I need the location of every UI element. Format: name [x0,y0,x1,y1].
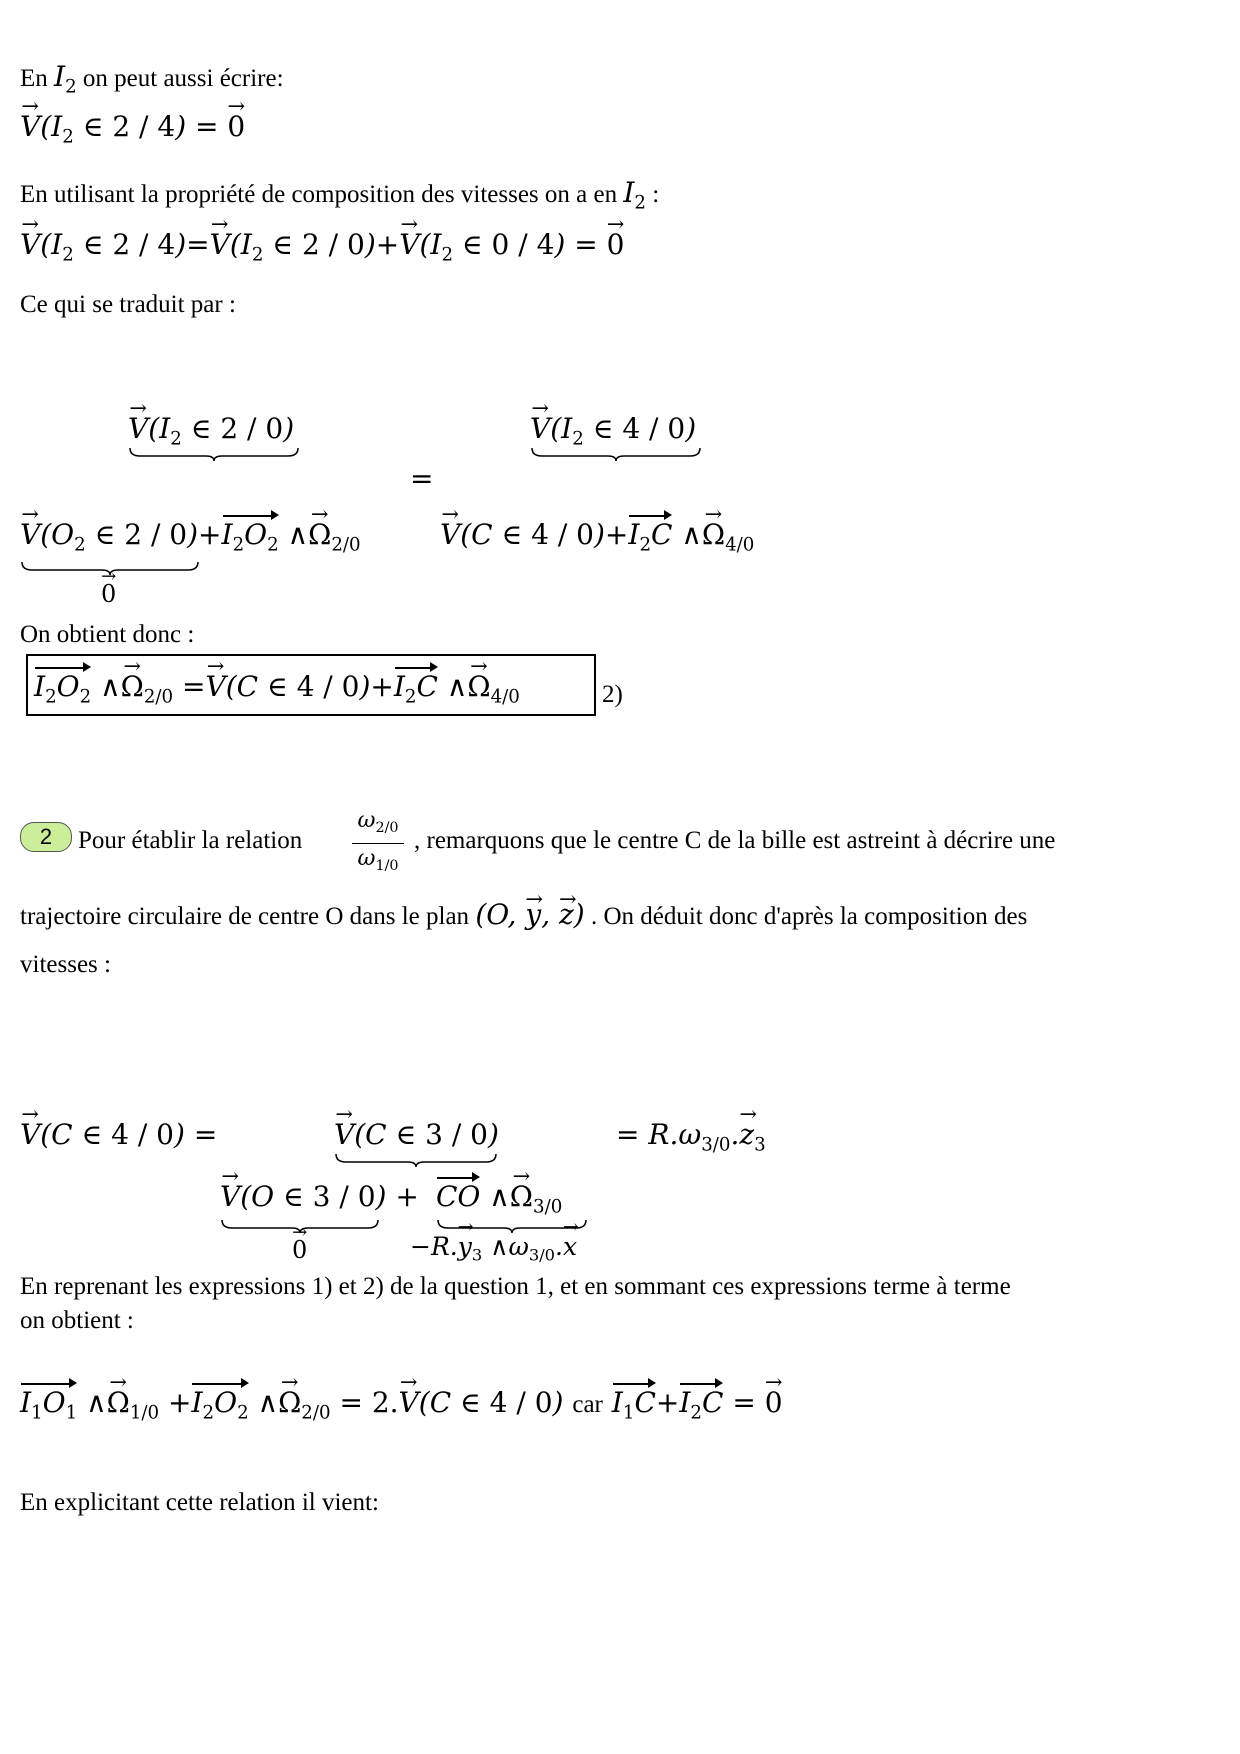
point-i2: $I_2$ [623,176,646,214]
point-i2: $I_2$ [54,60,77,98]
v-o-30-term: → V(O ∈ 3 / 0) + [220,1180,419,1213]
overbrace-left [128,446,300,462]
summing-line-1: En reprenant les expressions 1) et 2) de la question 1, et en sommant ces expressions terme à terme [20,1273,1011,1300]
overbrace-right [530,446,702,462]
v-c-40-lhs: → V(C ∈ 4 / 0) = [20,1118,217,1151]
car-word: car [572,1391,603,1418]
result-r-omega-z3: = $R.\omega_{3/0}.\to z_3$ [616,1118,766,1155]
obtain-line: On obtient donc : [20,621,195,648]
underbrace-co-expansion: $-R.\to y_3$ $\wedge\omega_{3/0}.\to x$ [410,1232,577,1265]
equation-composition: → $V(I_2$ ∈ $2 / 4)=\to V(I_2$ ∈ $2 / 0)+\to V(I_2$ ∈ 0 / 4) = → 0 [20,228,624,265]
underbrace-zero-2: → 0 [292,1236,307,1264]
omega-ratio-fraction: $\omega_{2/0}$ $\omega_{1/0}$ [348,808,408,879]
explicit-line: En explicitant cette relation il vient: [20,1489,379,1516]
overbrace-v-c-30 [334,1152,498,1168]
composition-prefix: En utilisant la propriété de composition des vitesses on a en [20,181,618,208]
question-number-badge: 2 [20,822,72,852]
overbrace-label-left: → $V(I_2$ ∈ 2 / 0) [128,412,294,449]
question2-text-a: Pour établir la relation [78,827,303,854]
intro-prefix: En [20,65,48,92]
co-wedge-omega30: CO ∧→ $\Omega_{3/0}$ [436,1180,562,1217]
overbrace-label-right: → $V(I_2$ ∈ 4 / 0) [530,412,696,449]
boxed-equation-2-content: $I_2O_2$ ∧→ $\Omega_{2/0} =\to V(C$ ∈ $4 / 0)+I_2C$ ∧→ $\Omega_{4/0}$ [34,670,520,707]
underbrace-zero: → 0 [101,580,116,608]
brace-eq-right-side: → V(C ∈ $4 / 0)+I_2C$ ∧→ $\Omega_{4/0}$ [440,518,754,555]
question2-line2 [20,900,1027,932]
question2-text-d: . On déduit donc d'après la composition des [590,903,1028,930]
question2-text-b: , remarquons que le centre C de la bille est astreint à décrire une [414,827,1056,854]
sum-equation: $I_1O_1$ ∧→ $\Omega_{1/0} +I_2O_2$ ∧→ $\Omega_{2/0} = 2.\to V(C$ ∈ 4 / 0) car $I_1C+I_2C$ = → 0 [20,1386,783,1423]
equation-v-i2-24: → $V(I_2$ ∈ 2 / 4) = → 0 [20,110,245,147]
equals-sign: = [410,462,434,495]
composition-line [20,178,659,218]
overbrace-label-v-c-30: → V(C ∈ 3 / 0) [334,1118,499,1151]
translation-line: Ce qui se traduit par : [20,291,236,318]
brace-eq-left-side: → $V(O_2$ ∈ $2 / 0)+I_2O_2$ ∧→ $\Omega_{2/0}$ [20,518,361,555]
summing-line-2: on obtient : [20,1307,134,1334]
composition-suffix: : [652,181,660,208]
equation-tag-2: 2) [602,681,623,708]
question2-text-c: trajectoire circulaire de centre O dans le plan [20,903,470,930]
plane-o-y-z: (O, → y, → z) [475,898,584,931]
intro-suffix: on peut aussi écrire: [82,65,284,92]
question2-text-e: vitesses : [20,951,111,978]
